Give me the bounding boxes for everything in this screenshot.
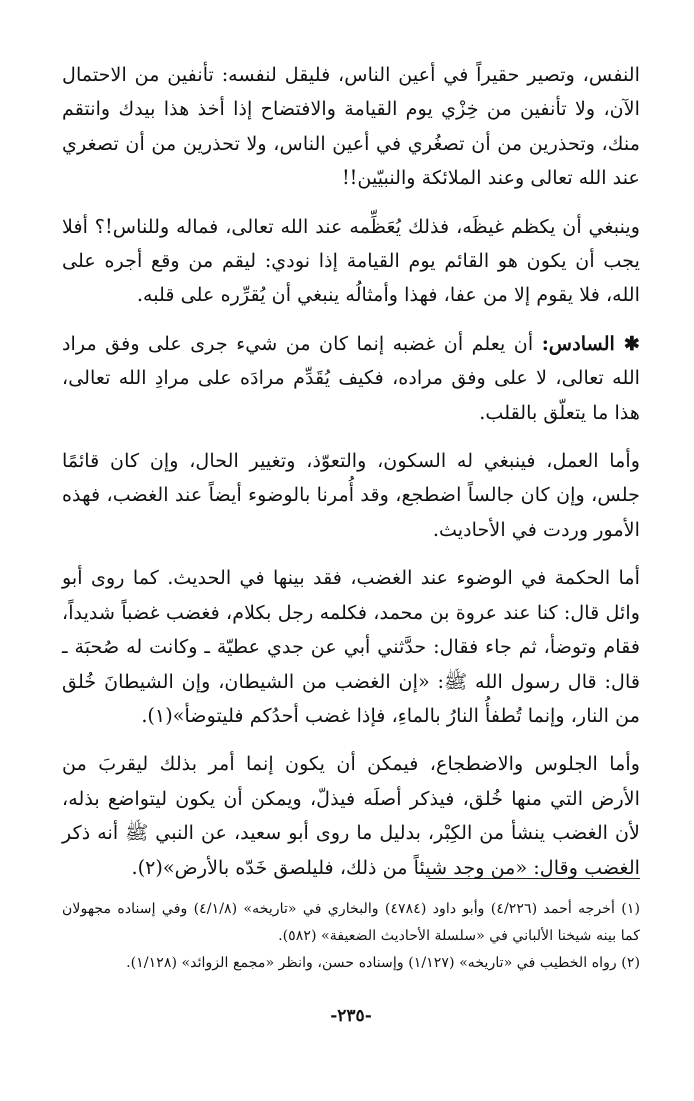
paragraph-4: وأما العمل، فينبغي له السكون، والتعوّذ، وتغيير الحال، وإن كان قائمًا جلس، وإن كان جالساً اضطجع، وقد أُمرنا بالوضوء أيضاً عند الغضب، فهذه الأمور وردت في الأحاديث. (62, 449, 640, 541)
footnotes (62, 896, 640, 977)
paragraph-1: النفس، وتصير حقيراً في أعين الناس، فليقل لنفسه: تأنفين من الاحتمال الآن، ولا تأنفين من خِزْي يوم القيامة والافتضاح إذا أخذ هذا بيدك وانتقم منك، وتحذرين من أن تصغُري في أعين الناس، ولا تحذرين من أن تصغري عند الله تعالى وعند الملائكة والنبيّين!! (62, 63, 640, 190)
footnote-1: (١) أخرجه أحمد (٤/٢٢٦) وأبو داود (٤٧٨٤) والبخاري في «تاريخه» (٤/١/٨) وفي إسناده مجهولان كما بينه شيخنا الألباني في «سلسلة الأحاديث الضعيفة» (٥٨٢). (62, 901, 640, 944)
paragraph-2: وينبغي أن يكظم غيظَه، فذلك يُعَظِّمه عند الله تعالى، فماله وللناس!؟ أفلا يجب أن يكون هو القائم يوم القيامة إذا نودي: ليقم من وقع أجره على الله، فلا يقوم إلا من عفا، فهذا وأمثالُه ينبغي أن يُقرِّره على قلبه. (62, 214, 640, 307)
footnote-2: (٢) رواه الخطيب في «تاريخه» (١/١٢٧) وإسناده حسن، وانظر «مجمع الزوائد» (١/١٢٨). (126, 955, 640, 971)
page-number: -٢٣٥- (330, 1006, 372, 1026)
bullet-star-icon: ✱ (614, 331, 640, 355)
section-heading: السادس: (541, 331, 615, 355)
paragraph-3-text: أن يعلم أن غضبه إنما كان من شيء جرى على وفق مراد الله تعالى، لا على وفق مراده، فكيف يُقَدِّم مرادَه على مرادِ الله تعالى، هذا ما يتعلّق بالقلب. (62, 331, 640, 424)
footnote-divider (428, 878, 640, 879)
book-page (62, 58, 640, 1068)
paragraph-5: أما الحكمة في الوضوء عند الغضب، فقد بينها في الحديث. كما روى أبو وائل قال: كنا عند عروة بن محمد، فكلمه رجل بكلام، فغضب غضباً شديداً، فقام وتوضأ، ثم جاء فقال: حدَّثني أبي عن جدي عطيّة ـ وكانت له صُحبَة ـ قال: قال رسول الله ﷺ: «إن الغضب من الشيطان، وإن الشيطانَ خُلق من النار، وإنما تُطفأُ النارُ بالماءِ، فإذا غضب أحدُكم فليتوضأ»(١). (62, 566, 640, 727)
paragraph-6: وأما الجلوس والاضطجاع، فيمكن أن يكون إنما أمر بذلك ليقربَ من الأرض التي منها خُلق، فيذكر أصلَه فيذلّ، ويمكن أن يكون ليتواضع بذله، لأن الغضب ينشأ من الكِبْر، بدليل ما روى أبو سعيد، عن النبي ﷺ أنه ذكر الغضب وقال: «من وجد شيئاً من ذلك، فليلصق خَدّه بالأرض»(٢). (62, 752, 640, 879)
paragraph-3 (62, 327, 640, 430)
main-text (62, 58, 640, 885)
